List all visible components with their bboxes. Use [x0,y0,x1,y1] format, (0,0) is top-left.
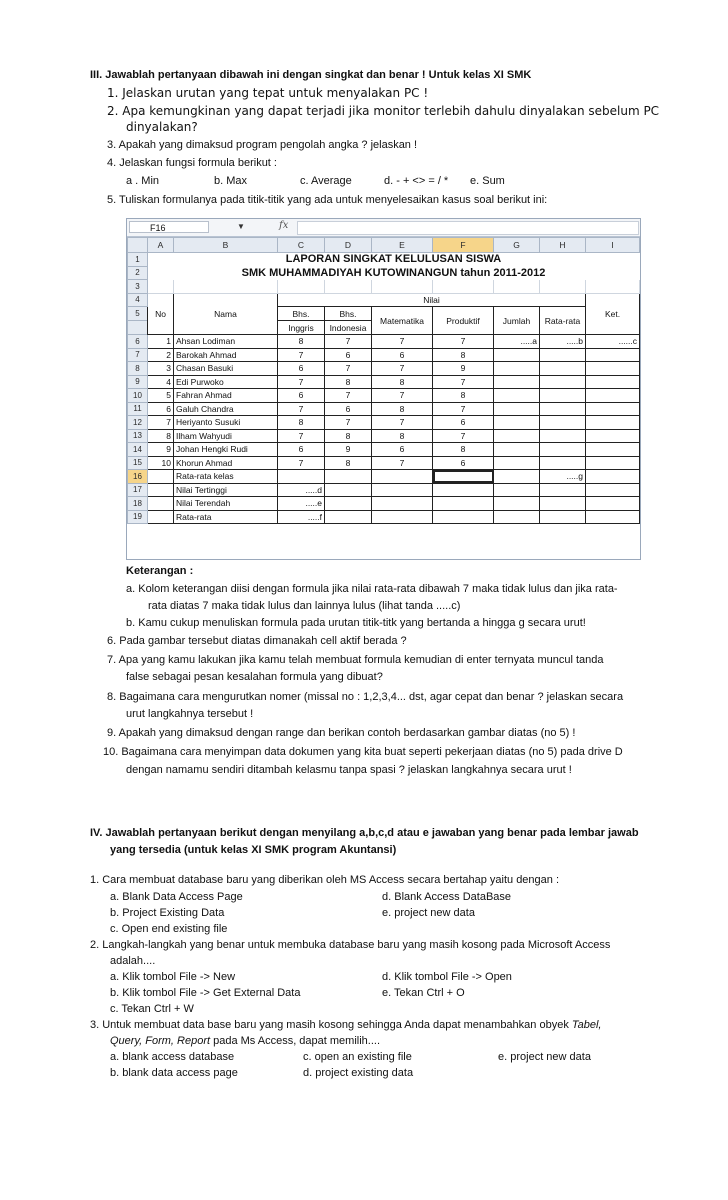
cell-no[interactable]: 3 [148,362,174,376]
cell-empty[interactable] [325,510,372,524]
mc-q3-option-c: c. open an existing file [303,1051,412,1063]
row-2 [128,266,640,280]
cell-bind[interactable]: 7 [325,335,372,349]
cell-bind[interactable]: 8 [325,429,372,443]
row-header[interactable]: 12 [128,416,148,430]
cell-empty[interactable] [325,470,372,484]
mc-q3-option-d: d. project existing data [303,1067,414,1079]
mc-question-1: 1. Cara membuat database baru yang diberikan oleh MS Access secara bertahap yaitu dengan : [90,874,560,886]
mc-question-2-cont: adalah.... [110,955,156,967]
corner-cell[interactable] [128,238,148,253]
row-13 [128,429,640,443]
question-2: 2. Apa kemungkinan yang dapat terjadi jika monitor terlebih dahulu dinyalakan sebelum PC [107,104,660,118]
cell-no[interactable]: 2 [148,348,174,362]
cell-nama[interactable]: Galuh Chandra [174,402,278,416]
row-16 [128,470,640,484]
mc-q2-option-a: a. Klik tombol File -> New [110,971,236,983]
question-7-cont: false sebagai pesan kesalahan formula yang dibuat? [126,671,383,683]
cell-empty[interactable] [494,483,540,497]
cell-empty[interactable] [372,470,433,484]
mc-question-2: 2. Langkah-langkah yang benar untuk membuka database baru yang masih kosong pada Microsoft Access [90,939,611,951]
cell-mat[interactable]: 7 [372,416,433,430]
header-nilai[interactable]: Nilai [278,293,586,307]
question-10-cont: dengan namamu sendiri ditambah kelasmu tanpa spasi ? jelaskan langkahnya secara urut ! [126,764,572,776]
question-10: 10. Bagaimana cara menyimpan data dokumen yang kita buat seperti pekerjaan diatas (no 5) pada drive D [103,746,623,758]
cell-rata[interactable] [540,402,586,416]
row-header[interactable]: 13 [128,429,148,443]
row-header[interactable]: 2 [128,266,148,280]
cell-bing[interactable]: 6 [278,443,325,457]
cell-bing[interactable]: 7 [278,375,325,389]
cell-bing[interactable]: 6 [278,389,325,403]
cell-nama[interactable]: Khorun Ahmad [174,456,278,470]
cell-no[interactable]: 4 [148,375,174,389]
cell-ket[interactable] [586,443,640,457]
cell-nama[interactable]: Barokah Ahmad [174,348,278,362]
q4-option-d: d. - + <> = / * [384,175,449,187]
cell-ket[interactable] [586,456,640,470]
row-header[interactable]: 3 [128,280,148,294]
cell-no[interactable]: 10 [148,456,174,470]
cell-jumlah[interactable] [494,402,540,416]
header-bind-2[interactable]: Indonesia [325,321,372,335]
section4-heading-cont: yang tersedia (untuk kelas XI SMK program Akuntansi) [110,844,397,856]
row-header[interactable]: 4 [128,293,148,307]
cell-empty[interactable] [540,510,586,524]
header-bing-2[interactable]: Inggris [278,321,325,335]
cell-nama[interactable]: Chasan Basuki [174,362,278,376]
name-box[interactable]: F16 [129,221,209,233]
question-7: 7. Apa yang kamu lakukan jika kamu telah membuat formula kemudian di enter ternyata muncul tanda [107,654,604,666]
cell-rata[interactable] [540,362,586,376]
mc-question-3-cont [110,1034,380,1048]
spreadsheet-screenshot [126,218,641,560]
cell-nilai-terendah-label[interactable]: Nilai Terendah [174,497,278,511]
cell-bind[interactable]: 7 [325,389,372,403]
cell-rata[interactable] [540,429,586,443]
header-nama[interactable]: Nama [174,293,278,335]
cell-rata[interactable] [540,416,586,430]
row-header[interactable]: 18 [128,497,148,511]
question-3: 3. Apakah yang dimaksud program pengolah angka ? jelaskan ! [107,139,418,151]
question-4: 4. Jelaskan fungsi formula berikut : [107,157,277,169]
cell-empty[interactable] [148,497,174,511]
cell-empty[interactable] [586,483,640,497]
header-no[interactable]: No [148,293,174,335]
q4-option-c: c. Average [300,175,352,187]
cell-rata[interactable] [540,456,586,470]
cell-rata[interactable] [540,348,586,362]
col-header-c[interactable]: C [278,238,325,253]
row-header[interactable]: 19 [128,510,148,524]
cell-empty[interactable] [540,497,586,511]
cell-nama[interactable]: Edi Purwoko [174,375,278,389]
row-header[interactable]: 11 [128,402,148,416]
cell-rata-rata-label[interactable]: Rata-rata [174,510,278,524]
mc-q3-italic-2: Query, Form, Report [110,1035,211,1047]
cell-ket[interactable] [586,416,640,430]
keterangan-b: b. Kamu cukup menuliskan formula pada urutan titik-titk yang bertanda a hingga g secara urut! [126,617,586,629]
col-header-g[interactable]: G [494,238,540,253]
row-header[interactable]: 6 [128,335,148,349]
active-cell-f16[interactable] [433,470,494,484]
cell-nilai-terendah-e[interactable]: .....e [278,497,325,511]
col-header-i[interactable]: I [586,238,640,253]
mc-q2-option-d: d. Klik tombol File -> Open [382,971,512,983]
mc-q3-text: 3. Untuk membuat data base baru yang masih kosong sehingga Anda dapat menambahkan obyek [90,1019,572,1031]
cell-prod[interactable]: 7 [433,375,494,389]
row-14 [128,443,640,457]
row-10 [128,389,640,403]
column-header-row [128,238,640,253]
formula-input[interactable] [297,221,639,235]
cell-bing[interactable]: 6 [278,362,325,376]
col-header-a[interactable]: A [148,238,174,253]
cell-prod[interactable]: 7 [433,335,494,349]
cell-mat[interactable]: 8 [372,375,433,389]
mc-q3-option-e: e. project new data [498,1051,591,1063]
cell-empty[interactable] [372,510,433,524]
cell-jumlah[interactable] [494,362,540,376]
cell-prod[interactable]: 6 [433,456,494,470]
cell-empty[interactable] [325,497,372,511]
row-header[interactable]: 17 [128,483,148,497]
cell-no[interactable]: 7 [148,416,174,430]
row-header[interactable]: 9 [128,375,148,389]
row-9 [128,375,640,389]
cell-mat[interactable]: 7 [372,362,433,376]
cell-empty[interactable] [586,510,640,524]
row-header[interactable] [128,321,148,335]
col-header-e[interactable]: E [372,238,433,253]
formula-bar [127,219,640,237]
cell-mat[interactable]: 8 [372,402,433,416]
cell-mat[interactable]: 7 [372,335,433,349]
cell-bind[interactable]: 7 [325,362,372,376]
cell-bind[interactable]: 9 [325,443,372,457]
cell-jumlah[interactable]: .....a [494,335,540,349]
cell-nama[interactable]: Ilham Wahyudi [174,429,278,443]
row-header[interactable]: 14 [128,443,148,457]
keterangan-a-cont: rata diatas 7 maka tidak lulus dan lainnya lulus (lihat tanda .....c) [148,600,461,612]
cell-rata[interactable] [540,443,586,457]
row-3 [128,280,640,294]
mc-q3-italic: Tabel, [571,1019,602,1031]
row-header[interactable]: 7 [128,348,148,362]
cell-ket[interactable] [586,348,640,362]
cell-empty[interactable] [433,510,494,524]
header-ket[interactable]: Ket. [586,293,640,335]
mc-q2-option-b: b. Klik tombol File -> Get External Data [110,987,301,999]
section4-heading: IV. Jawablah pertanyaan berikut dengan menyilang a,b,c,d atau e jawaban yang benar pada lembar jawab [90,827,639,839]
cell-empty[interactable] [278,470,325,484]
mc-question-3 [90,1018,601,1032]
cell-nilai-tertinggi-d[interactable]: .....d [278,483,325,497]
cell-empty[interactable] [148,470,174,484]
cell-mat[interactable]: 8 [372,429,433,443]
cell-empty[interactable] [586,497,640,511]
col-header-f[interactable]: F [433,238,494,253]
row-17 [128,483,640,497]
sheet-title-2[interactable]: SMK MUHAMMADIYAH KUTOWINANGUN tahun 2011-2012 [241,266,546,279]
question-1: 1. Jelaskan urutan yang tepat untuk menyalakan PC ! [107,86,429,100]
row-4 [128,293,640,307]
row-11 [128,402,640,416]
mc-q3-option-b: b. blank data access page [110,1067,238,1079]
row-12 [128,416,640,430]
question-6: 6. Pada gambar tersebut diatas dimanakah cell aktif berada ? [107,635,407,647]
cell-nilai-tertinggi-label[interactable]: Nilai Tertinggi [174,483,278,497]
q4-option-b: b. Max [214,175,248,187]
cell-bing[interactable]: 8 [278,416,325,430]
cell-bind[interactable]: 7 [325,416,372,430]
mc-q2-option-c: c. Tekan Ctrl + W [110,1003,194,1015]
cell-empty[interactable] [372,497,433,511]
col-header-b[interactable]: B [174,238,278,253]
cell-jumlah[interactable] [494,416,540,430]
cell-empty[interactable] [148,510,174,524]
question-9: 9. Apakah yang dimaksud dengan range dan berikan contoh berdasarkan gambar diatas (no 5) ! [107,727,576,739]
cell-rata-kelas-label[interactable]: Rata-rata kelas [174,470,278,484]
dropdown-arrow-icon[interactable]: ▼ [237,222,245,231]
row-8 [128,362,640,376]
row-header[interactable]: 5 [128,307,148,321]
cell-bing[interactable]: 7 [278,456,325,470]
cell-jumlah[interactable] [494,375,540,389]
cell-jumlah[interactable] [494,389,540,403]
keterangan-title: Keterangan : [126,565,194,577]
mc-q1-option-b: b. Project Existing Data [110,907,225,919]
cell-bind[interactable]: 6 [325,348,372,362]
header-jumlah[interactable]: Jumlah [494,307,540,335]
header-matematika[interactable]: Matematika [372,307,433,335]
cell-mat[interactable]: 7 [372,456,433,470]
cell-ket[interactable] [586,389,640,403]
mc-q3-text-2: pada Ms Access, dapat memilih.... [210,1035,381,1047]
cell-empty[interactable] [372,483,433,497]
cell-no[interactable]: 1 [148,335,174,349]
cell-no[interactable]: 8 [148,429,174,443]
header-bind-1[interactable]: Bhs. [325,307,372,321]
cell-no[interactable]: 5 [148,389,174,403]
question-8: 8. Bagaimana cara mengurutkan nomer (missal no : 1,2,3,4... dst, agar cepat dan benar ? jelaskan secara [107,691,624,703]
row-header[interactable]: 10 [128,389,148,403]
cell-bing[interactable]: 8 [278,335,325,349]
row-15 [128,456,640,470]
cell-nama[interactable]: Ahsan Lodiman [174,335,278,349]
cell-mat[interactable]: 7 [372,389,433,403]
mc-q1-option-a: a. Blank Data Access Page [110,891,243,903]
question-2-cont: dinyalakan? [126,120,198,134]
function-icon[interactable]: fx [279,220,289,231]
col-header-d[interactable]: D [325,238,372,253]
cell-jumlah[interactable] [494,443,540,457]
cell-bind[interactable]: 8 [325,456,372,470]
cell-no[interactable]: 6 [148,402,174,416]
cell-rata[interactable] [540,389,586,403]
question-8-cont: urut langkahnya tersebut ! [126,708,254,720]
header-produktif[interactable]: Produktif [433,307,494,335]
cell-bing[interactable]: 7 [278,348,325,362]
mc-q3-option-a: a. blank access database [110,1051,235,1063]
row-18 [128,497,640,511]
row-6 [128,335,640,349]
row-19 [128,510,640,524]
cell-prod[interactable]: 8 [433,348,494,362]
sheet-title-1[interactable]: LAPORAN SINGKAT KELULUSAN SISWA [285,253,502,266]
cell-prod[interactable]: 7 [433,402,494,416]
cell-prod[interactable]: 8 [433,443,494,457]
cell-ket[interactable] [586,429,640,443]
cell-rata-kelas-g[interactable]: .....g [540,470,586,484]
cell-bind[interactable]: 6 [325,402,372,416]
cell-empty[interactable] [325,483,372,497]
q4-option-e: e. Sum [470,175,505,187]
cell-bing[interactable]: 7 [278,402,325,416]
cell-rata[interactable]: .....b [540,335,586,349]
cell-bind[interactable]: 8 [325,375,372,389]
cell-ket[interactable] [586,402,640,416]
cell-jumlah[interactable] [494,456,540,470]
section3-heading: III. Jawablah pertanyaan dibawah ini dengan singkat dan benar ! Untuk kelas XI SMK [90,69,532,81]
sheet-grid [127,237,640,524]
cell-empty[interactable] [494,470,540,484]
cell-prod[interactable]: 6 [433,416,494,430]
row-7 [128,348,640,362]
cell-prod[interactable]: 7 [433,429,494,443]
cell-rata[interactable] [540,375,586,389]
cell-nama[interactable]: Fahran Ahmad [174,389,278,403]
cell-prod[interactable]: 8 [433,389,494,403]
cell-ket[interactable] [586,375,640,389]
keterangan-a: a. Kolom keterangan diisi dengan formula jika nilai rata-rata dibawah 7 maka tidak lulus dan jika rata- [126,583,618,595]
row-header[interactable]: 1 [128,253,148,267]
cell-nama[interactable]: Heriyanto Susuki [174,416,278,430]
header-bing-1[interactable]: Bhs. [278,307,325,321]
mc-q2-option-e: e. Tekan Ctrl + O [382,987,465,999]
cell-empty[interactable] [148,483,174,497]
cell-no[interactable]: 9 [148,443,174,457]
mc-q1-option-e: e. project new data [382,907,475,919]
cell-empty[interactable] [433,497,494,511]
cell-ket[interactable]: ......c [586,335,640,349]
cell-nama[interactable]: Johan Hengki Rudi [174,443,278,457]
cell-jumlah[interactable] [494,429,540,443]
cell-rata-rata-f[interactable]: .....f [278,510,325,524]
mc-q1-option-c: c. Open end existing file [110,923,228,935]
cell-jumlah[interactable] [494,348,540,362]
cell-bing[interactable]: 7 [278,429,325,443]
row-header[interactable]: 8 [128,362,148,376]
cell-mat[interactable]: 6 [372,443,433,457]
col-header-h[interactable]: H [540,238,586,253]
cell-empty[interactable] [586,470,640,484]
row-1 [128,253,640,267]
header-rata-rata[interactable]: Rata-rata [540,307,586,335]
cell-empty[interactable] [433,483,494,497]
cell-prod[interactable]: 9 [433,362,494,376]
row-header[interactable]: 15 [128,456,148,470]
cell-empty[interactable] [494,510,540,524]
row-header[interactable]: 16 [128,470,148,484]
cell-empty[interactable] [540,483,586,497]
q4-option-a: a . Min [126,175,160,187]
cell-mat[interactable]: 6 [372,348,433,362]
cell-ket[interactable] [586,362,640,376]
mc-q1-option-d: d. Blank Access DataBase [382,891,512,903]
question-5: 5. Tuliskan formulanya pada titik-titik yang ada untuk menyelesaikan kasus soal berikut ini: [107,194,548,206]
cell-empty[interactable] [494,497,540,511]
